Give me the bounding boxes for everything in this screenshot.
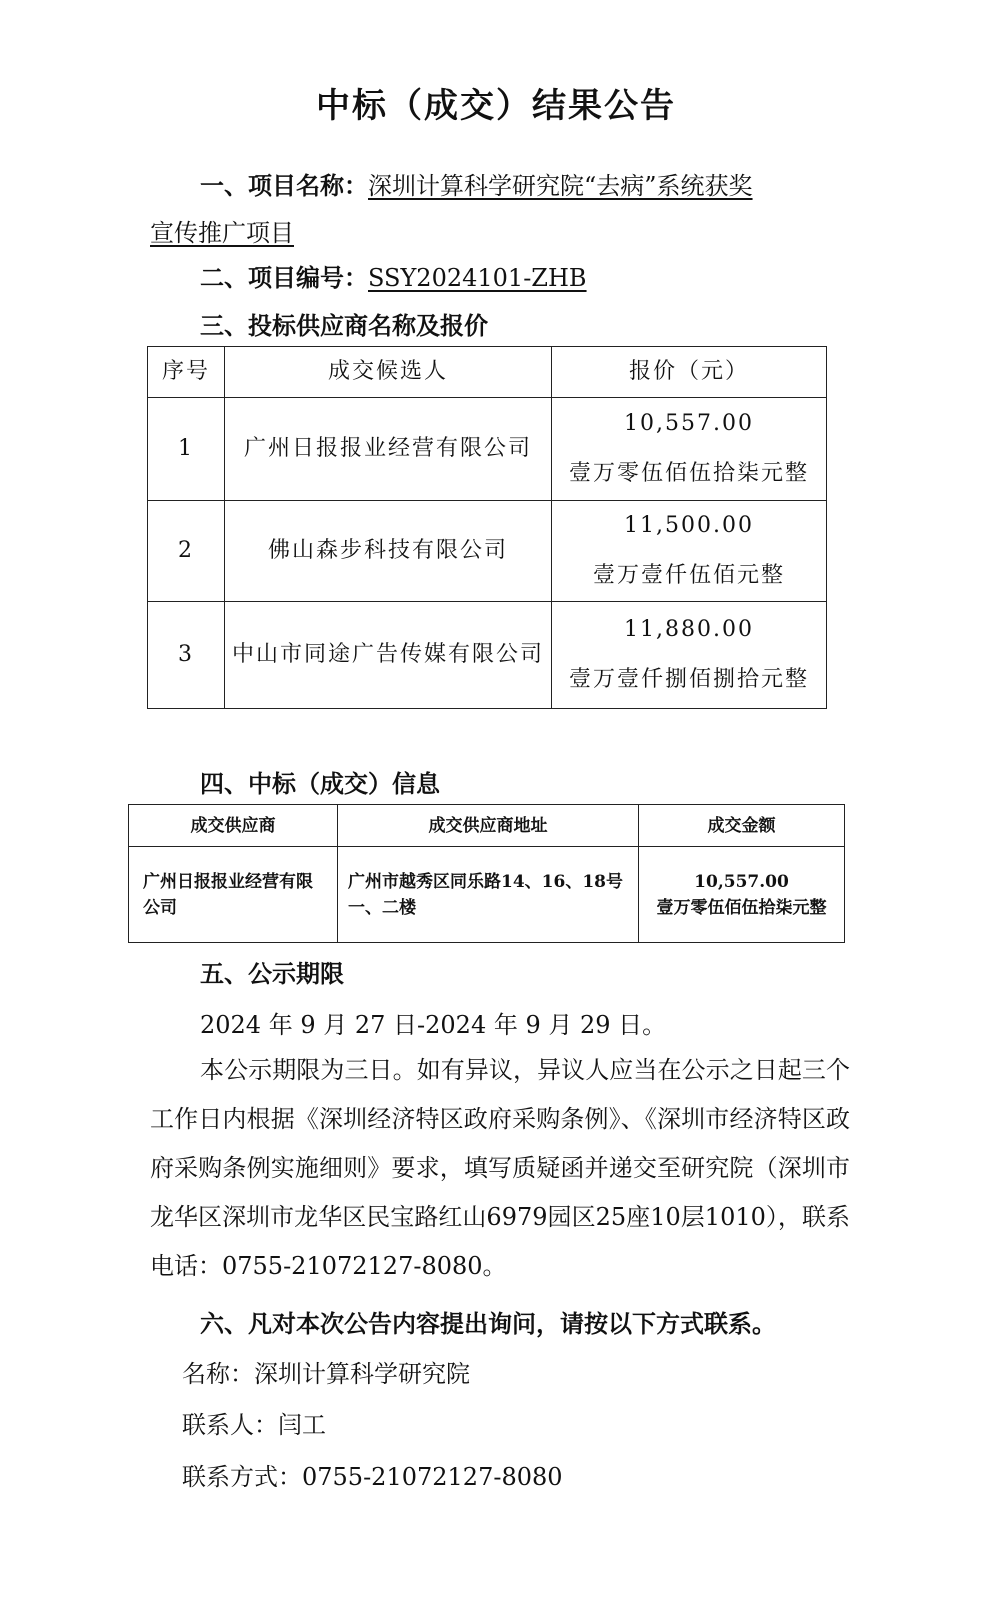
bid-candidate: 中山市同途广告传媒有限公司 xyxy=(225,602,552,709)
notice-paragraph: 本公示期限为三日。如有异议，异议人应当在公示之日起三个工作日内根据《深圳经济特区政府采购条例》、《深圳市经济特区政府采购条例实施细则》要求，填写质疑函并递交至研究院（深圳市龙华区深圳市龙华区民宝路红山6979园区25座10层1010），联系电话：0755-21072127-8080。 xyxy=(150,1056,850,1280)
section-3-heading: 三、投标供应商名称及报价 xyxy=(200,312,488,340)
bid-amount-words: 壹万零伍佰伍拾柒元整 xyxy=(568,461,809,486)
bid-amount: 11,500.00 xyxy=(624,513,754,538)
bid-amount: 10,557.00 xyxy=(624,411,754,436)
bid-price xyxy=(552,602,827,709)
bid-no: 1 xyxy=(148,398,225,501)
notice-period: 2024 年 9 月 27 日-2024 年 9 月 29 日。 xyxy=(200,1011,667,1039)
award-amount: 10,557.00 xyxy=(694,871,789,892)
award-address: 广州市越秀区同乐路14、16、18号一、二楼 xyxy=(338,847,639,943)
section-1-line xyxy=(200,166,753,201)
award-header-supplier: 成交供应商 xyxy=(129,805,338,847)
award-amount-words: 壹万零伍佰伍拾柒元整 xyxy=(656,897,827,918)
project-name-line1: 深圳计算科学研究院“去病”系统获奖 xyxy=(368,172,753,200)
bid-header-price: 报价（元） xyxy=(552,347,827,398)
contact-org: 名称：深圳计算科学研究院 xyxy=(182,1360,470,1388)
bid-amount-words: 壹万壹仟伍佰元整 xyxy=(592,563,785,588)
award-supplier: 广州日报报业经营有限公司 xyxy=(129,847,338,943)
table-row xyxy=(148,398,827,501)
award-amount-cell xyxy=(639,847,845,943)
bid-no: 3 xyxy=(148,602,225,709)
bid-header-candidate: 成交候选人 xyxy=(225,347,552,398)
bid-price xyxy=(552,398,827,501)
bid-table-header xyxy=(148,347,827,398)
bid-table xyxy=(147,346,827,709)
table-row xyxy=(148,501,827,602)
contact-person: 联系人：闫工 xyxy=(182,1411,326,1439)
award-table xyxy=(128,804,845,943)
project-number: SSY2024101-ZHB xyxy=(368,264,587,292)
bid-candidate: 佛山森步科技有限公司 xyxy=(225,501,552,602)
bid-amount-words: 壹万壹仟捌佰捌拾元整 xyxy=(568,667,809,692)
bid-amount: 11,880.00 xyxy=(624,617,754,642)
bid-no: 2 xyxy=(148,501,225,602)
section-2-label: 二、项目编号： xyxy=(200,264,368,292)
bid-candidate: 广州日报报业经营有限公司 xyxy=(225,398,552,501)
section-5-heading: 五、公示期限 xyxy=(200,960,344,988)
table-row xyxy=(129,847,845,943)
page-title: 中标（成交）结果公告 xyxy=(316,86,676,126)
bid-price xyxy=(552,501,827,602)
table-row xyxy=(148,602,827,709)
award-table-header xyxy=(129,805,845,847)
contact-phone: 联系方式：0755-21072127-8080 xyxy=(182,1463,563,1491)
section-4-heading: 四、中标（成交）信息 xyxy=(200,770,440,798)
bid-header-no: 序号 xyxy=(148,347,225,398)
section-1-label: 一、项目名称： xyxy=(200,172,368,200)
award-header-amount: 成交金额 xyxy=(639,805,845,847)
award-header-address: 成交供应商地址 xyxy=(338,805,639,847)
section-6-heading: 六、凡对本次公告内容提出询问，请按以下方式联系。 xyxy=(200,1310,776,1338)
project-name-line2: 宣传推广项目 xyxy=(150,219,294,247)
section-2-line xyxy=(200,258,587,293)
